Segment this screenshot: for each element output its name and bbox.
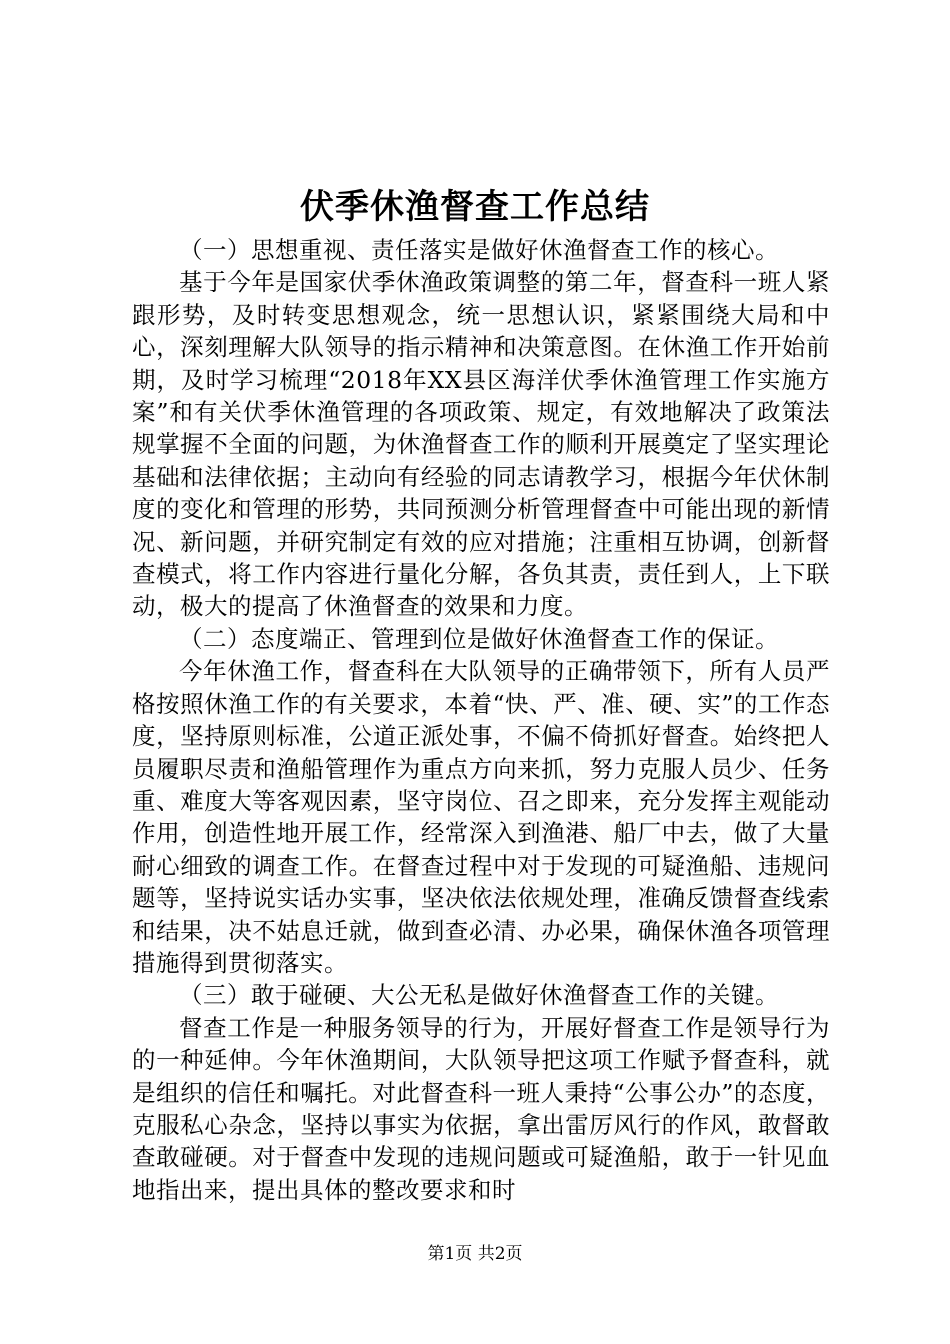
section-heading-2: （二）态度端正、管理到位是做好休渔督查工作的保证。 [179,624,779,653]
document-title: 伏季休渔督查工作总结 [300,187,650,227]
page-number-footer: 第1页 共2页 [427,1244,523,1264]
body-paragraph-2: 今年休渔工作，督查科在大队领导的正确带领下，所有人员严格按照休渔工作的有关要求，本着“快、严、准、硬、实”的工作态度，坚持原则标准，公道正派处事，不偏不倚抓好督查。始终把人员履职尽责和渔船管理作为重点方向来抓，努力克服人员少、任务重、难度大等客观因素，坚守岗位、召之即来，充分发挥主观能动作用，创造性地开展工作，经常深入到渔港、船厂中去，做了大量耐心细致的调查工作。在督查过程中对于发现的可疑渔船、违规问题等，坚持说实话办实事，坚决依法依规处理，准确反馈督查线索和结果，决不姑息迁就，做到查必清、办必果，确保休渔各项管理措施得到贯彻落实。 [132,657,830,977]
section-heading-1: （一）思想重视、责任落实是做好休渔督查工作的核心。 [179,236,779,264]
body-paragraph-1: 基于今年是国家伏季休渔政策调整的第二年，督查科一班人紧跟形势，及时转变思想观念，统一思想认识，紧紧围绕大局和中心，深刻理解大队领导的指示精神和决策意图。在休渔工作开始前期，及时学习梳理“2018年XX县区海洋伏季休渔管理工作实施方案”和有关伏季休渔管理的各项政策、规定，有效地解决了政策法规掌握不全面的问题，为休渔督查工作的顺利开展奠定了坚实理论基础和法律依据；主动向有经验的同志请教学习，根据今年伏休制度的变化和管理的形势，共同预测分析管理督查中可能出现的新情况、新问题，并研究制定有效的应对措施；注重相互协调，创新督查模式，将工作内容进行量化分解，各负其责，责任到人，上下联动，极大的提高了休渔督查的效果和力度。 [132,268,830,621]
section-heading-3: （三）敢于碰硬、大公无私是做好休渔督查工作的关键。 [179,981,779,1010]
body-paragraph-3: 督查工作是一种服务领导的行为，开展好督查工作是领导行为的一种延伸。今年休渔期间，大队领导把这项工作赋予督查科，就是组织的信任和嘱托。对此督查科一班人秉持“公事公办”的态度，克服私心杂念，坚持以事实为依据，拿出雷厉风行的作风，敢督敢查敢碰硬。对于督查中发现的违规问题或可疑渔船，敢于一针见血地指出来，提出具体的整改要求和时 [132,1013,830,1204]
document-body [132,234,830,1206]
